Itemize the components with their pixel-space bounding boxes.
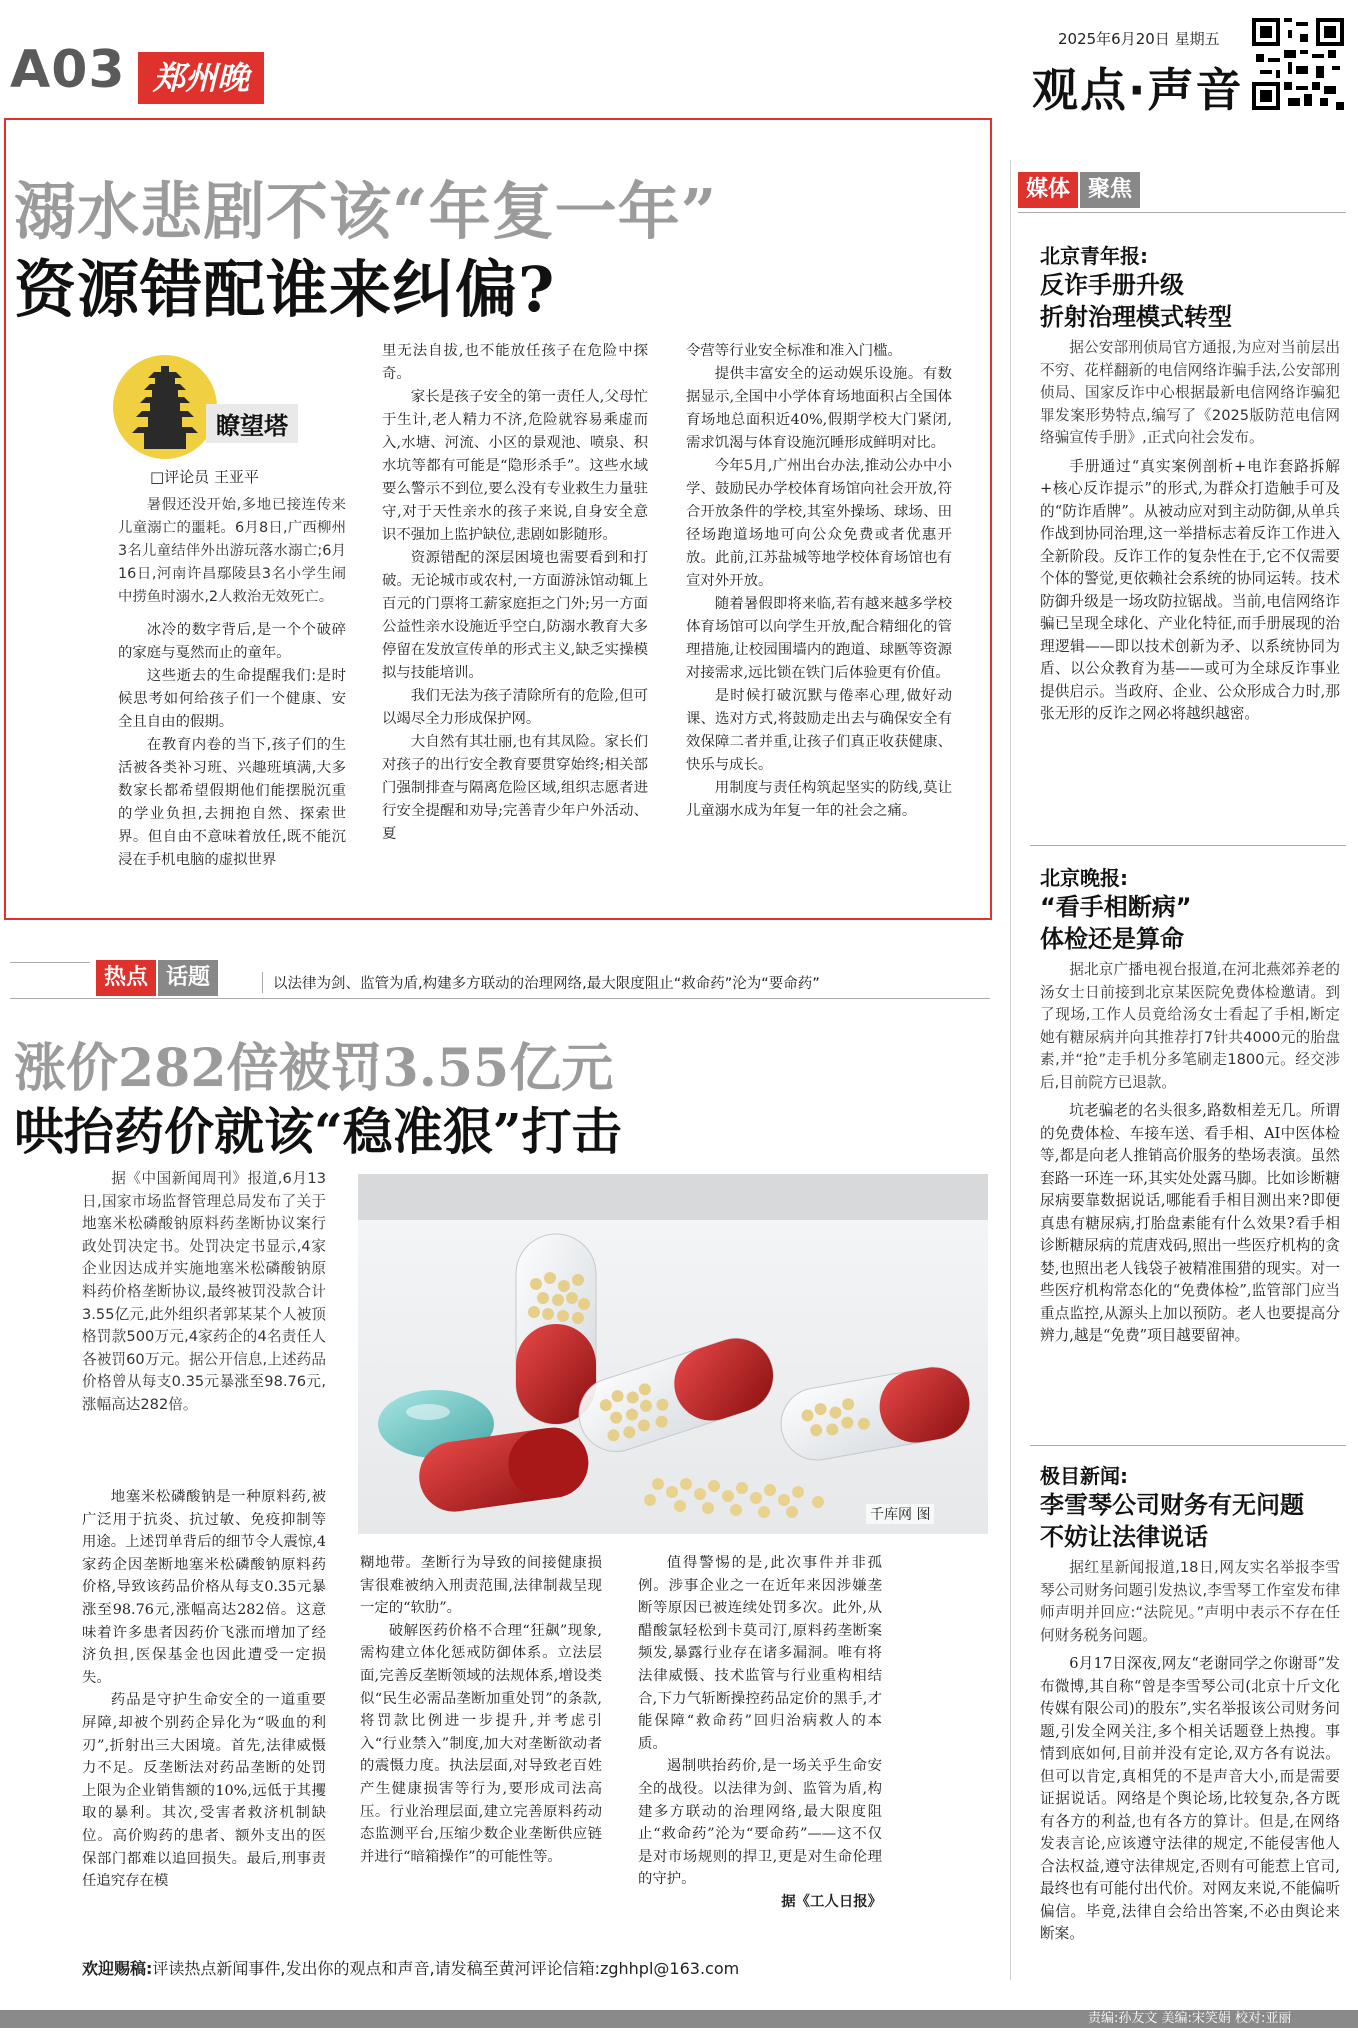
- hot-tag-right: 话题: [158, 960, 218, 996]
- issue-date: 2025年6月20日 星期五: [1058, 30, 1220, 48]
- sidebar-item2-p1: 坑老骗老的名头很多,路数相差无几。所谓的免费体检、车接车送、看手相、AI中医体检等,都是向老人推销高价服务的垫场表演。虽然套路一环连一环,其实处处露马脚。比如诊断糖尿病要靠数据说话,哪能看手相目测出来?即便真患有糖尿病,打胎盘素能有什么效果?看手相诊断糖尿病的荒唐戏码,照出一些医疗机构的贪婪,也照出老人钱袋子被精准围猎的现实。对一些医疗机构常态化的“免费体检”,监管部门应当重点监控,从源头上加以预防。老人也要提高分辨力,越是“免费”项目越要留神。: [1040, 1102, 1340, 1344]
- submission-line: [82, 1956, 739, 1979]
- sidebar-rule-1: [1030, 845, 1346, 846]
- story1-col3-p4: 随着暑假即将来临,若有越来越多学校体育场馆可以向学生开放,配合精细化的管理措施,让校园围墙内的跑道、球匦等资源对接需求,远比锁在铁门后体验更有价值。: [686, 596, 952, 681]
- sidebar-item2-title2: 体检还是算命: [1040, 925, 1184, 953]
- story2-col1: [82, 1486, 326, 1893]
- story1-col3-p2: 提供丰富安全的运动娱乐设施。有数据显示,全国中小学体育场地面积占全国体育场地总面积近40%,假期学校大门紧闭,需求饥渴与体育设施沉睡形成鲜明对比。: [686, 366, 952, 451]
- sidebar-item-bqn: [1040, 240, 1340, 726]
- sidebar-top-rule: [1018, 212, 1346, 213]
- story1-byline: □评论员 王亚平: [150, 468, 259, 486]
- sidebar-item3-p1: 6月17日深夜,网友“老谢同学之你谢哥”发布微博,其自称“曾是李雪琴公司(北京十斤文化传媒有限公司)的股东”,实名举报该公司财务问题,引发全网关注,多个相关话题登上热搜。事情到底如何,目前并没有定论,双方各有说法。但可以肯定,真相凭的不是声音大小,而是需要证据说话。网络是个舆论场,比较复杂,各方既有各方的利益,也有各方的算计。但是,在网络发表言论,应该遵守法律的规定,不能侵害他人合法权益,遵守法律规定,否则有可能惹上官司,最终也有可能付出代价。对网友来说,不能偏听偏信。毕竟,法律自会给出答案,不必由舆论来断案。: [1040, 1655, 1340, 1942]
- sidebar-item1-lead: 据公安部刑侦局官方通报,为应对当前层出不穷、花样翻新的电信网络诈骗手法,公安部刑侦局、国家反诈中心根据最新电信网络诈骗犯罪发案形势特点,编写了《2025版防范电信网络骗宣传手册》,正式向社会发布。: [1040, 339, 1340, 446]
- sidebar-item2-body: [1040, 959, 1340, 1348]
- story2-col3: [638, 1552, 882, 1914]
- story1-col3-p1: 令营等行业安全标准和准入门槛。: [686, 343, 902, 359]
- story1-col1-p2: 冰冷的数字背后,是一个个破碎的家庭与戛然而止的童年。: [118, 622, 346, 661]
- submission-text: 评读热点新闻事件,发出你的观点和声音,请发稿至黄河评论信箱:zghhpl@163.com: [152, 1959, 740, 1978]
- story1-col2-p4: 我们无法为孩子清除所有的危险,但可以竭尽全力形成保护网。: [382, 688, 648, 727]
- sidebar-item1-title1: 反诈手册升级: [1040, 271, 1184, 299]
- sidebar-item2-lead: 据北京广播电视台报道,在河北燕郊养老的汤女士日前接到北京某医院免费体检邀请。到了现场,工作人员竟给汤女士看起了手相,断定她有糖尿病并向其推荐打7针共4000元的胎盘素,并“抢”走手机分多笔刷走1800元。经交涉后,目前院方已退款。: [1040, 961, 1340, 1091]
- sidebar-item3-title2: 不妨让法律说话: [1040, 1523, 1208, 1551]
- story2-source: 据《工人日报》: [781, 1893, 882, 1910]
- sidebar-item3-source: 极目新闻:: [1040, 1464, 1128, 1488]
- story2-col1-p2: 药品是守护生命安全的一道重要屏障,却被个别药企异化为“吸血的利刃”,折射出三大困境。首先,法律威慑力不足。反垄断法对药品垄断的处罚上限为企业销售额的10%,远低于其攫取的暴利。其次,受害者救济机制缺位。高价购药的患者、额外支出的医保部门都难以追回损失。最后,刑事责任追究存在模: [82, 1692, 326, 1890]
- column-badge: 瞭望塔: [206, 404, 298, 443]
- hot-topic-tag: [96, 960, 218, 996]
- story1-col1-p3: 这些逝去的生命提醒我们:是时候思考如何给孩子们一个健康、安全且自由的假期。: [118, 668, 346, 730]
- sidebar-divider: [1010, 160, 1011, 1980]
- sidebar-item1-p1: 手册通过“真实案例剖析+电诈套路拆解+核心反诈提示”的形式,为群众打造触手可及的“防诈盾牌”。从被动应对到主动防御,从单兵作战到协同治理,这一举措标志着反诈工作进入全新阶段。反诈工作的复杂性在于,它不仅需要个体的警觉,更依赖社会系统的协同运转。技术防御升级是一场攻防拉锯战。当前,电信网络诈骗已呈现全球化、产业化特征,而手册展现的治理逻辑——即以技术创新为矛、以系统协同为盾、以公众教育为基——或可为全球反诈事业提供启示。当政府、企业、公众形成合力时,那张无形的反诈之网必将越织越密。: [1040, 457, 1340, 722]
- media-badge-left: 媒体: [1018, 172, 1078, 208]
- hot-tag-left: 热点: [96, 960, 156, 996]
- sidebar-rule-2: [1030, 1445, 1346, 1446]
- story1-col3-p3: 今年5月,广州出台办法,推动公办中小学、鼓励民办学校体育场馆向社会开放,符合开放条件的学校,其室外操场、球场、田径场跑道场地可向公众免费或者优惠开放。此前,江苏盐城等地学校体育场馆也有宣对外开放。: [686, 458, 952, 589]
- sidebar-item-jmxw: [1040, 1460, 1340, 1946]
- story2-lead-p: 据《中国新闻周刊》报道,6月13日,国家市场监督管理总局发布了关于地塞米松磷酸钠原料药垄断协议案行政处罚决定书。处罚决定书显示,4家企业因达成并实施地塞米松磷酸钠原料药价格垄断协议,最终被罚没款合计3.55亿元,此外组织者郭某某个人被顶格罚款500万元,4家药企的4名责任人各被罚60万元。据公开信息,上述药品价格曾从每支0.35元暴涨至98.76元,涨幅高达282倍。: [82, 1170, 326, 1413]
- story1-col2: [382, 340, 648, 846]
- pills-photo: [358, 1174, 988, 1534]
- footer-credits: 责编:孙友文 美编:宋笑娟 校对:亚丽: [1082, 2010, 1297, 2028]
- story2-headline: 哄抬药价就该“稳准狠”打击: [14, 1102, 622, 1161]
- story1-col3: [686, 340, 952, 823]
- story1-col2-p2: 家长是孩子安全的第一责任人,父母忙于生计,老人精力不济,危险就容易乘虚而入,水塘、河流、小区的景观池、喷泉、积水坑等都有可能是“隐形杀手”。这些水域要么警示不到位,要么没有专业救生力量驻守,对于天性亲水的孩子来说,自身安全意识不强加上监护缺位,悲剧如影随形。: [382, 389, 648, 543]
- story2-lead: [82, 1168, 326, 1417]
- section-title: 观点·声音: [1032, 63, 1244, 117]
- sidebar-item1-source: 北京青年报:: [1040, 244, 1148, 268]
- story1-col2-p3: 资源错配的深层困境也需要看到和打破。无论城市或农村,一方面游泳馆动辄上百元的门票将工薪家庭拒之门外;另一方面公益性亲水设施近乎空白,防溺水教育大多停留在发放宣传单的形式主义,缺乏实操模拟与技能培训。: [382, 550, 648, 681]
- story2-col2: [360, 1552, 602, 1868]
- sidebar-item3-lead: 据红星新闻报道,18日,网友实名举报李雪琴公司财务问题引发热议,李雪琴工作室发布律师声明并回应:“法院见。”声明中表示不存在任何财务税务问题。: [1040, 1559, 1340, 1644]
- story2-kicker: 涨价282倍被罚3.55亿元: [14, 1038, 614, 1099]
- sidebar-item1-body: [1040, 337, 1340, 726]
- qr-code-icon: [1252, 18, 1344, 110]
- image-credit: 千库网 图: [866, 1504, 934, 1524]
- media-focus-badge: [1018, 172, 1140, 208]
- story1-col1: [118, 494, 346, 872]
- story1-col3-p6: 用制度与责任构筑起坚实的防线,莫让儿童溺水成为年复一年的社会之痛。: [686, 780, 952, 819]
- pagoda-icon: [110, 352, 220, 462]
- story1-col1-p1: 暑假还没开始,多地已接连传来儿童溺亡的噩耗。6月8日,广西柳州3名儿童结伴外出游玩落水溺亡;6月16日,河南许昌鄢陵县3名小学生闹中捞鱼时溺水,2人救治无效死亡。: [118, 497, 346, 605]
- sidebar-item3-title1: 李雪琴公司财务有无问题: [1040, 1491, 1304, 1519]
- story2-tagline: 以法律为剑、监管为盾,构建多方联动的治理网络,最大限度阻止“救命药”沦为“要命药”: [262, 972, 820, 993]
- submission-label: 欢迎赐稿:: [82, 1959, 153, 1978]
- media-badge-right: 聚焦: [1080, 172, 1140, 208]
- paper-logo: 郑州晚报: [138, 52, 264, 104]
- sidebar-item2-title1: “看手相断病”: [1040, 893, 1192, 921]
- story1-col1-p4: 在教育内卷的当下,孩子们的生活被各类补习班、兴趣班填满,大多数家长都希望假期他们能摆脱沉重的学业负担,去拥抱自然、探索世界。但自由不意味着放任,既不能沉浸在手机电脑的虚拟世界: [118, 737, 346, 868]
- tagline-rule-left: [10, 962, 90, 963]
- story2-col1-p1: 地塞米松磷酸钠是一种原料药,被广泛用于抗炎、抗过敏、免疫抑制等用途。上述罚单背后的细节令人震惊,4家药企因垄断地塞米松磷酸钠原料药价格,导致该药品价格从每支0.35元暴涨至98.76元,涨幅高达282倍。这意味着许多患者因药价飞涨而增加了经济负担,医保基金也因此遭受一定损失。: [82, 1489, 326, 1686]
- sidebar-item-bjwb: [1040, 862, 1340, 1348]
- story1-col2-p1: 里无法自拔,也不能放任孩子在危险中探奇。: [382, 343, 648, 382]
- story2-col3-p2: 遏制哄抬药价,是一场关乎生命安全的战役。以法律为剑、监管为盾,构建多方联动的治理网络,最大限度阻止“救命药”沦为“要命药”——这不仅是对市场规则的捍卫,更是对生命伦理的守护。: [638, 1758, 882, 1888]
- story2-col2-p1: 糊地带。垄断行为导致的间接健康损害很难被纳入刑责范围,法律制裁呈现一定的“软肋”。: [360, 1555, 602, 1617]
- page-number: A03: [10, 40, 126, 100]
- story1-kicker: 溺水悲剧不该“年复一年”: [14, 175, 718, 248]
- sidebar-item1-title2: 折射治理模式转型: [1040, 303, 1232, 331]
- story1-col2-p5: 大自然有其壮丽,也有其凤险。家长们对孩子的出行安全教育要贯穿始终;相关部门强制排查与隔离危险区域,组织志愿者进行安全提醒和劝导;完善青少年户外活动、夏: [382, 734, 648, 842]
- story1-headline: 资源错配谁来纠偏?: [14, 253, 556, 326]
- sidebar-item2-source: 北京晚报:: [1040, 866, 1128, 890]
- story1-col3-p5: 是时候打破沉默与倦率心理,做好动课、选对方式,将鼓励走出去与确保安全有效保障二者并重,让孩子们真正收获健康、快乐与成长。: [686, 688, 952, 773]
- tagline-rule-bottom: [10, 998, 990, 999]
- story2-col2-p2: 破解医药价格不合理“狂飙”现象,需构建立体化惩戒防御体系。立法层面,完善反垄断领域的法规体系,增设类似“民生必需品垄断加重处罚”的条款,将罚款比例进一步提升,并考虑引入“行业禁入”制度,加大对垄断欲动者的震慑力度。执法层面,对导致老百姓产生健康损害等行为,要形成司法高压。行业治理层面,建立完善原料药动态监测平台,压缩少数企业垄断供应链并进行“暗箱操作”的可能性等。: [360, 1622, 602, 1865]
- sidebar-item3-body: [1040, 1557, 1340, 1946]
- story2-col3-p1: 值得警惕的是,此次事件并非孤例。涉事企业之一在近年来因涉嫌垄断等原因已被连续处罚多次。此外,从醋酸氯轻松到卡莫司汀,原料药垄断案频发,暴露行业存在诸多漏洞。唯有将法律威慑、技术监管与行业重构相结合,下力气斩断操控药品定价的黑手,才能保障“救命药”回归治病救人的本质。: [638, 1555, 882, 1752]
